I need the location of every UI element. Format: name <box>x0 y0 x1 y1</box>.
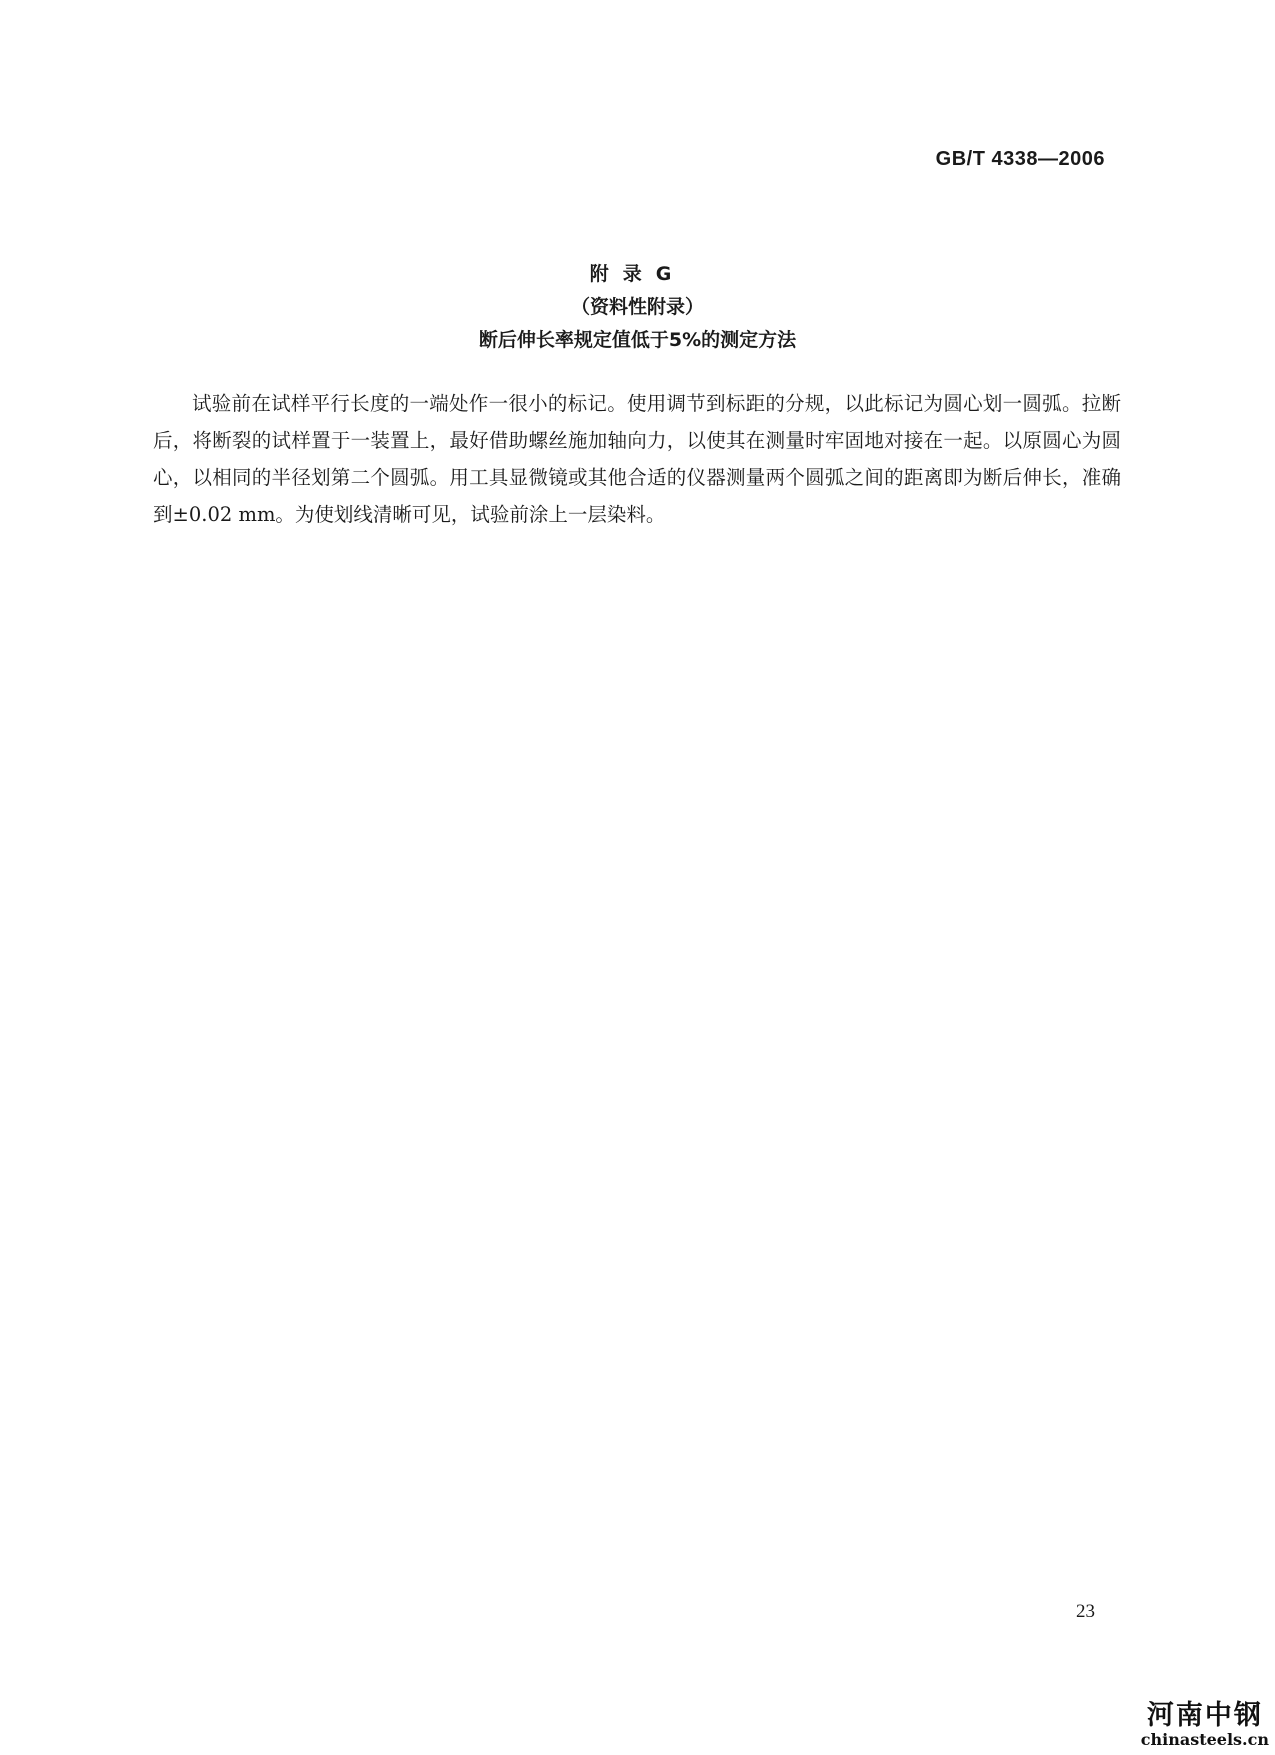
appendix-label: 附录G <box>589 263 686 285</box>
appendix-title: 断后伸长率规定值低于5%的测定方法 <box>478 329 797 351</box>
appendix-type: （资料性附录） <box>570 296 704 318</box>
page-number: 23 <box>1076 1601 1095 1622</box>
watermark-url: chinasteels.cn <box>1140 1730 1269 1749</box>
watermark-logo <box>1141 1701 1269 1749</box>
body-paragraph: 试验前在试样平行长度的一端处作一很小的标记。使用调节到标距的分规，以此标记为圆心划一圆弧。拉断后，将断裂的试样置于一装置上，最好借助螺丝施加轴向力，以使其在测量时牢固地对接在一起。以原圆心为圆心，以相同的半径划第二个圆弧。用工具显微镜或其他合适的仪器测量两个圆弧之间的距离即为断后伸长，准确到±0.02 mm。为使划线清晰可见，试验前涂上一层染料。 <box>153 392 1121 526</box>
appendix-heading <box>0 258 1275 357</box>
watermark-name: 河南中钢 <box>1146 1700 1263 1731</box>
standard-code: GB/T 4338—2006 <box>935 148 1105 170</box>
